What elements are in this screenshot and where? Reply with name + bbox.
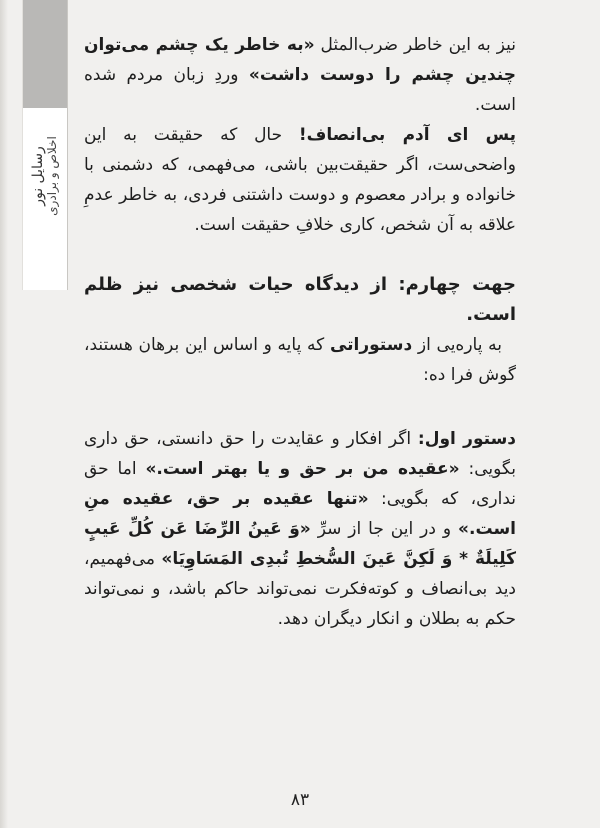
paragraph-unjust-person	[84, 120, 516, 240]
rules-bold: دستوراتی	[329, 335, 413, 355]
text-run: حال که حقیقت به این واضحی‌ست، اگر حقیقت‌بین باشی، می‌فهمی، که دشمنی با خانواده و برادر معصوم و دوست داشتنی فردی، به خاطر عدمِ علاقه به آن شخص، کاری خلافِ حقیقت است.	[84, 125, 516, 235]
page-binding-edge	[0, 0, 8, 828]
text-run: که پایه و اساس این برهان هستند، گوش فرا ده:	[84, 335, 516, 385]
quote-bold: «تنها عقیده بر حق، عقیده منِ است.»	[84, 489, 516, 539]
text-run: وردِ زبان مردم شده است.	[84, 65, 516, 115]
text-run: اگر افکار و عقایدت را حق دانستی، حق داری بگویی:	[84, 429, 516, 479]
spacer	[84, 390, 516, 424]
chapter-title: اخلاص و برادری	[45, 136, 60, 216]
paragraph-first-rule	[84, 424, 516, 634]
text-run: می‌فهمیم، دید بی‌انصاف و کوته‌فکرت نمی‌تواند حاکم باشد، و نمی‌تواند حکم به بطلان و انکار دیگران دهد.	[84, 549, 516, 629]
page-body	[84, 30, 516, 634]
side-tab-header-band	[23, 0, 67, 108]
side-tab-label	[30, 136, 60, 216]
section-heading: جهت چهارم: از دیدگاه حیات شخصی نیز ظلم است.	[84, 274, 516, 325]
rule-label: دستور اول:	[417, 429, 517, 449]
side-tab	[22, 0, 68, 290]
spacer	[84, 240, 516, 270]
paragraph-proverb	[84, 30, 516, 120]
text-run: به پاره‌یی از	[412, 335, 503, 355]
text-run: نیز به این خاطر ضرب‌المثل	[314, 35, 516, 55]
proverb-quote: «به خاطر یک چشم می‌توان چندین چشم را دوست داشت»	[84, 35, 516, 85]
page-number: ۸۳	[290, 790, 310, 810]
text-run: و در این جا از سرِّ	[310, 519, 459, 539]
text-run: اما حق نداری، که بگویی:	[84, 459, 516, 509]
exclamation-bold: پس ای آدم بی‌انصاف!	[298, 125, 516, 145]
quote-bold: «عقیده من بر حق و یا بهتر است.»	[145, 459, 460, 479]
arabic-verse: «وَ عَینُ الرِّضَا عَن کُلِّ عَیبٍ کَلِیلَةٌ * وَ لَکِنَّ عَینَ السُّخطِ تُبدِی المَسَاوِیَا»	[84, 519, 516, 569]
book-title: رسایل نور	[30, 146, 47, 206]
paragraph-intro-rules	[84, 330, 516, 390]
